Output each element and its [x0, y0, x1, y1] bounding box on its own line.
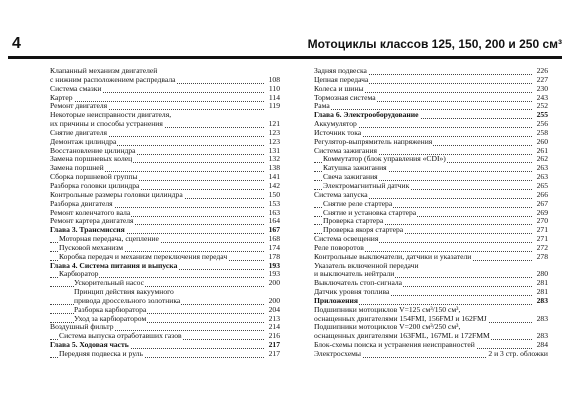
toc-entry-title: Ремонт картера двигателя [50, 216, 134, 226]
toc-entry-title: Ремонт коленчатого вала [50, 207, 131, 217]
toc-entry-title: Рама [314, 101, 330, 111]
toc-entry-page: 269 [536, 207, 548, 217]
toc-entry-page: 108 [268, 74, 280, 84]
toc-entry-title: Снятие двигателя [50, 127, 108, 137]
toc-entry-title: Контрольные выключатели, датчики и указатели [314, 251, 472, 261]
toc-entry-title: Снятие и установка стартера [323, 207, 417, 217]
toc-entry-title: Разборка головки цилиндра [50, 180, 140, 190]
toc-entry-title: Демонтаж цилиндра [50, 136, 117, 146]
toc-entry-title: Колеса и шины [314, 83, 364, 93]
toc-entry-page: 178 [268, 251, 280, 261]
toc-entry-title: Разборка карбюратора [74, 304, 147, 314]
toc-entry-page: 271 [536, 225, 548, 235]
toc-entry-page: 226 [536, 66, 548, 75]
toc-entry-page: 167 [268, 225, 280, 235]
toc-entry-title: Замена поршневых колец [50, 154, 133, 164]
toc-entry-title: Ремонт двигателя [50, 101, 108, 111]
toc-entry-page: 131 [268, 145, 280, 155]
toc-entry-page: 216 [268, 331, 280, 341]
toc-entry-page: 193 [268, 269, 280, 279]
toc-entry-title: Источник тока [314, 127, 362, 137]
toc-entry-page: 262 [536, 154, 548, 164]
toc-entry-page: 267 [536, 198, 548, 208]
toc-entry-title: Разборка двигателя [50, 198, 113, 208]
toc-entry-page: 119 [268, 101, 280, 111]
toc-entry-title: Система зажигания [314, 145, 377, 155]
toc-entry-title: Картер [50, 92, 73, 102]
toc-entry-page: 283 [536, 313, 548, 323]
toc-entry-title: Сборка поршневой группы [50, 172, 138, 182]
toc-entry-title: с нижним расположением распредвала [50, 74, 176, 84]
toc-entry-page: 200 [268, 278, 280, 288]
toc-entry-page: 193 [268, 260, 280, 270]
toc-entry-page: 266 [536, 189, 548, 199]
toc-entry-page: 217 [268, 340, 280, 350]
toc-entry-title: Система смазки [50, 83, 102, 93]
toc-entry-page: 243 [536, 92, 548, 102]
toc-entry-title: Блок-схемы поиска и устранения неисправностей [314, 340, 475, 350]
toc-entry-title: Система выпуска отработавших газов [59, 331, 182, 341]
toc-entry-title: Восстановление цилиндра [50, 145, 136, 155]
toc-entry-title: Глава 3. Трансмиссия [50, 225, 125, 235]
toc-entry-title: Регулятор-выпрямитель напряжения [314, 136, 433, 146]
toc-entry-title: Катушка зажигания [323, 163, 387, 173]
toc-entry-page: 138 [268, 163, 280, 173]
toc-entry-title: Проверка стартера [323, 216, 384, 226]
toc-entry-title: Глава 4. Система питания и выпуска [50, 260, 178, 270]
toc-entry-page: 214 [268, 322, 280, 332]
toc-entry-page: 280 [536, 269, 548, 279]
header-rule [8, 56, 562, 59]
toc-entry-title: Электромагнитный датчик [323, 180, 410, 190]
toc-entry-title: Коммутатор (блок управления «CDI») [323, 154, 446, 164]
toc-entry-page: 263 [536, 172, 548, 182]
toc-entry-page: 258 [536, 127, 548, 137]
toc-entry-page: 163 [268, 207, 280, 217]
toc-entry-page: 213 [268, 313, 280, 323]
page-number: 4 [12, 35, 21, 52]
toc-entry-title: и выключатель нейтрали [314, 269, 395, 279]
toc-entry [50, 350, 280, 359]
toc-entry-title: Задняя подвеска [314, 66, 367, 75]
toc-entry-title: Снятие реле стартера [323, 198, 393, 208]
toc-entry-page: 204 [268, 304, 280, 314]
toc-entry-page: 142 [268, 180, 280, 190]
toc-entry-page: 150 [268, 189, 280, 199]
toc-entry-title: Указатель включенной передачи [314, 260, 419, 270]
toc-entry-title: Тормозная система [314, 92, 376, 102]
toc-entry-page: 230 [536, 83, 548, 93]
toc-entry-title: Реле поворотов [314, 242, 364, 252]
toc-entry-page: 283 [536, 295, 548, 305]
toc-entry-page: 217 [268, 349, 280, 358]
toc-entry-page: 272 [536, 242, 548, 252]
page-header [4, 36, 566, 52]
toc-entry-page: 281 [536, 287, 548, 297]
toc-entry-page: 123 [268, 136, 280, 146]
toc-entry-page: 263 [536, 163, 548, 173]
toc-entry-page: 114 [268, 92, 280, 102]
toc-entry-page: 265 [536, 180, 548, 190]
toc-entry [314, 350, 548, 359]
toc-entry-title: Карбюратор [59, 269, 99, 279]
toc-entry-title: их причины и способы устранения [50, 119, 163, 129]
toc-entry-title: Система освещения [314, 234, 379, 244]
toc-entry-title: Ускорительный насос [74, 278, 145, 288]
toc-entry-page: 132 [268, 154, 280, 164]
toc-entry-page: 227 [536, 74, 548, 84]
toc-entry-page: 200 [268, 295, 280, 305]
toc-entry-title: Пусковой механизм [59, 242, 124, 252]
toc-entry-page: 121 [268, 119, 280, 129]
toc-entry-title: Аккумулятор [314, 119, 357, 129]
running-title: Мотоциклы классов 125, 150, 200 и 250 см³ [307, 37, 562, 51]
toc-entry-title: Моторная передача, сцепление [59, 234, 159, 244]
toc-entry-page: 284 [536, 340, 548, 350]
toc-entry-page: 260 [536, 136, 548, 146]
toc-entry-page: 261 [536, 145, 548, 155]
toc-entry-title: Цепная передача [314, 74, 369, 84]
toc-entry-title: Выключатель стоп-сигнала [314, 278, 403, 288]
toc-entry-page: 270 [536, 216, 548, 226]
toc-entry-title: Уход за карбюратором [74, 313, 147, 323]
toc-entry-title: Клапанный механизм двигателей [50, 66, 158, 75]
toc-entry-title: привода дроссельного золотника [74, 295, 181, 305]
toc-entry [50, 85, 280, 94]
toc-entry-title: Глава 6. Электрооборудование [314, 110, 419, 120]
toc-entry-page: 123 [268, 127, 280, 137]
toc-entry-title: Контрольные размеры головки цилиндра [50, 189, 183, 199]
toc-entry-title: Коробка передач и механизм переключения передач [59, 251, 228, 261]
toc-entry-title: оснащенных двигателями 163FML, 167ML и 172FMM [314, 331, 490, 341]
toc-entry-page: 153 [268, 198, 280, 208]
toc-entry-page: 278 [536, 251, 548, 261]
toc-right-column [314, 67, 548, 359]
toc-entry-page: 141 [268, 172, 280, 182]
toc-entry [314, 94, 548, 103]
toc-entry-page: 252 [536, 101, 548, 111]
toc-entry-page: 164 [268, 216, 280, 226]
toc-entry-page: 174 [268, 242, 280, 252]
toc-entry-title: Глава 5. Ходовая часть [50, 340, 129, 350]
toc-entry-title: Система запуска [314, 189, 368, 199]
toc-entry-title: Замена поршней [50, 163, 104, 173]
toc-entry-page: 255 [536, 110, 548, 120]
toc-left-column [50, 67, 280, 359]
toc-entry-page: 2 и 3 стр. обложки [488, 349, 548, 358]
toc-entry-page: 283 [536, 331, 548, 341]
toc-entry-title: Приложения [314, 295, 359, 305]
toc-entry-title: Проверка якоря стартера [323, 225, 404, 235]
toc-entry-title: Подшипники мотоциклов V=200 см³/250 см³, [314, 322, 461, 332]
toc-entry-title: Датчик уровня топлива [314, 287, 390, 297]
toc-entry-title: Подшипники мотоциклов V=125 см³/150 см³, [314, 304, 461, 314]
toc-entry-title: Электросхемы [314, 349, 362, 358]
toc-entry-title: Свеча зажигания [323, 172, 378, 182]
toc-entry-title: Некоторые неисправности двигателя, [50, 110, 172, 120]
toc-entry-page: 256 [536, 119, 548, 129]
toc-entry-title: Воздушный фильтр [50, 322, 114, 332]
toc-entry-page: 281 [536, 278, 548, 288]
toc-entry-page: 271 [536, 234, 548, 244]
toc-entry-page: 110 [268, 83, 280, 93]
toc-entry-page: 168 [268, 234, 280, 244]
toc-entry-title: Принцип действия вакуумного [74, 287, 174, 297]
toc-entry-title: Передняя подвеска и руль [59, 349, 143, 358]
toc-entry-title: оснащенных двигателями 154FMI, 156FMJ и 162FMJ [314, 313, 487, 323]
